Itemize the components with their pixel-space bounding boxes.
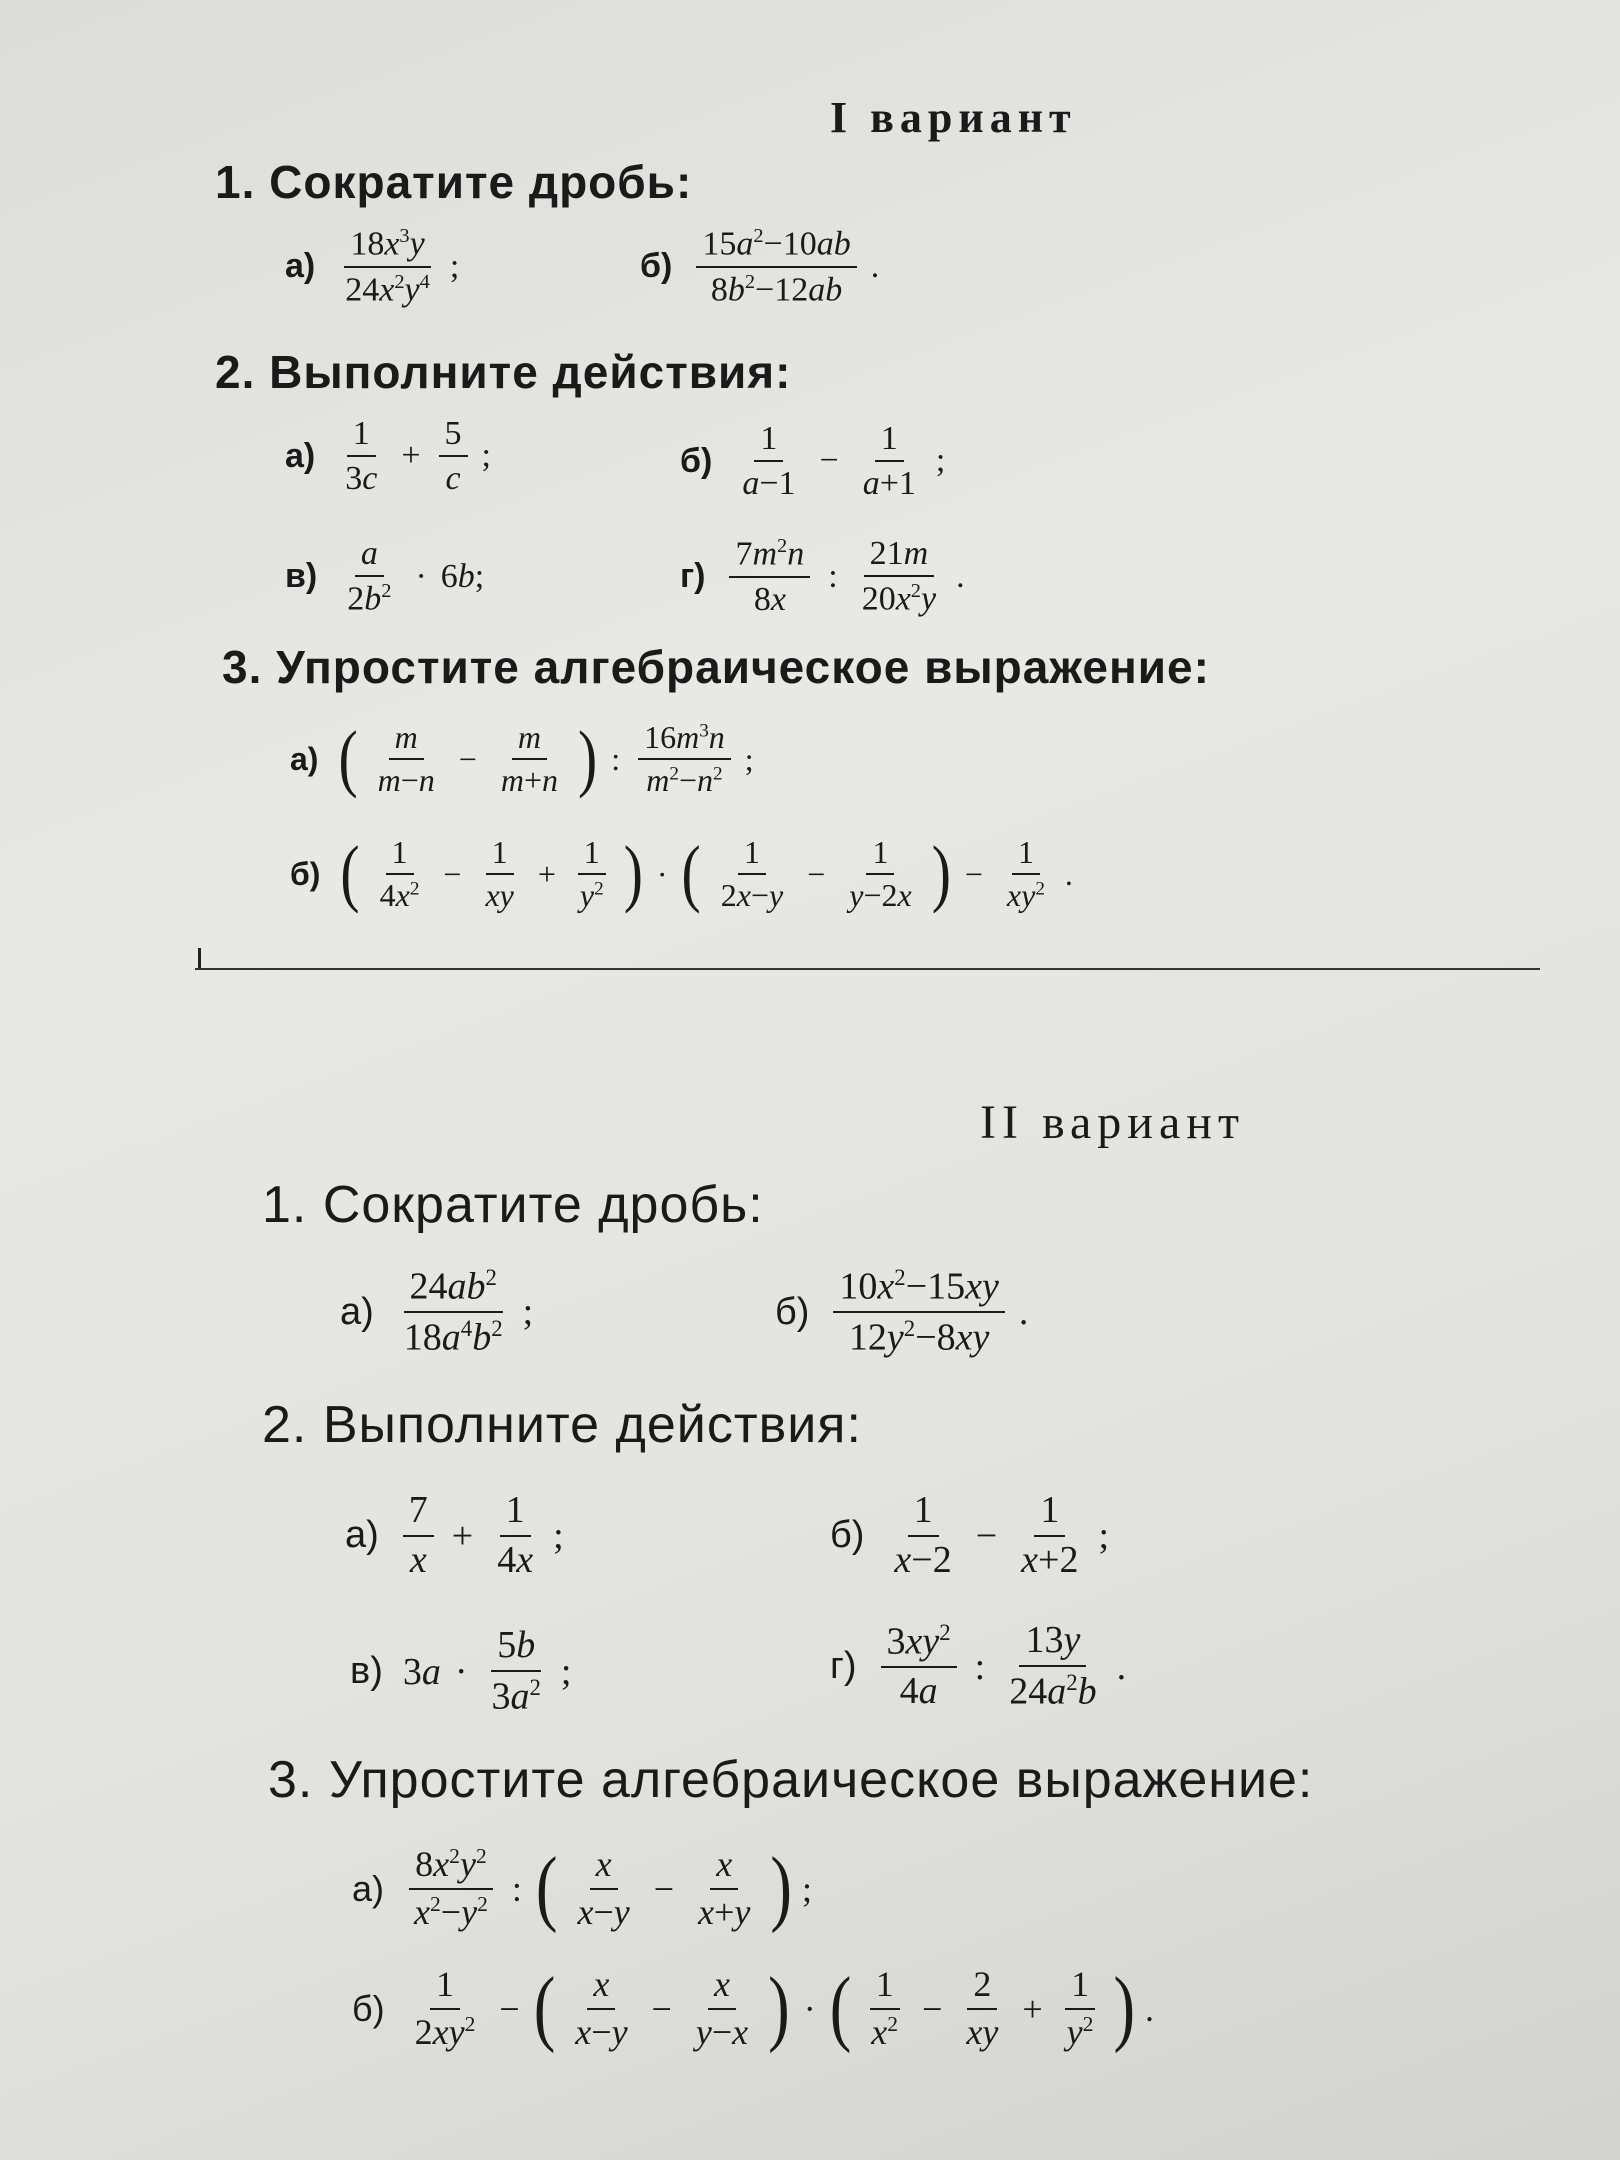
v1-task1-a: а) $\frac{18x^3y}{24x^2y^4}$ ; (285, 225, 460, 309)
fraction: $\frac{21m}{20x^2y}$ (861, 535, 937, 618)
divider-tick (198, 948, 201, 970)
fraction: $\frac{7}{x}$ (403, 1490, 434, 1582)
fraction: $\frac{8x^2y^2}{x^2-y^2}$ (408, 1845, 494, 1932)
v2-task1-a: а) $\frac{24ab^2}{18a^4b^2}$ ; (340, 1265, 534, 1360)
v2-task3-title: 3. Упростите алгебраическое выражение: (268, 1751, 1314, 1809)
v1-task2-v: в) $\frac{a}{2b^2}$ · 6b; (285, 535, 485, 618)
v1-task1-b: б) $\frac{15a^2-10ab}{8b^2-12ab}$ . (640, 225, 880, 309)
item-label: а) (285, 247, 316, 286)
fraction: $\frac{1}{x+2}$ (1021, 1489, 1079, 1581)
v1-task2-title: 2. Выполните действия: (215, 346, 792, 398)
fraction: $\frac{13y}{24a^2b}$ (1009, 1619, 1097, 1713)
variant-divider (195, 968, 1540, 970)
fraction: $\frac{18x^3y}{24x^2y^4}$ (345, 225, 430, 309)
v2-task1-title: 1. Сократите дробь: (262, 1176, 764, 1234)
v2-task2-a: а) $\frac{7}{x}$ + $\frac{1}{4x}$ ; (345, 1489, 564, 1581)
fraction: $\frac{x}{x-y}$ (577, 1844, 630, 1932)
item-label: г) (680, 557, 706, 596)
item-label: в) (350, 1650, 383, 1693)
fraction: $\frac{2}{xy}$ (966, 1964, 999, 2052)
v2-task2-b: б) $\frac{1}{x-2}$ − $\frac{1}{x+2}$ ; (830, 1489, 1110, 1581)
item-label: а) (345, 1514, 379, 1557)
v1-task3-b: б) ( $\frac{1}{4x^2}$ − $\frac{1}{xy}$ + $\frac{1}{y^2}$ ) · ( $\frac{1}{2x-y}$ − $\frac{1}{y-2x}$ ) − $\frac{1}{xy^2}$ . (290, 832, 1073, 915)
v1-task1-title: 1. Сократите дробь: (215, 156, 693, 208)
item-label: б) (352, 1987, 385, 2029)
item-label: б) (830, 1514, 865, 1557)
v2-task3-a: а) $\frac{8x^2y^2}{x^2-y^2}$ : ( $\frac{x}{x-y}$ − $\frac{x}{x+y}$ ) ; (352, 1841, 812, 1935)
item-label: а) (340, 1290, 374, 1333)
item-label: б) (775, 1290, 810, 1333)
fraction: $\frac{15a^2-10ab}{8b^2-12ab}$ (696, 225, 856, 308)
fraction: $\frac{1}{xy}$ (485, 834, 514, 914)
fraction: $\frac{1}{2x-y}$ (720, 834, 784, 914)
item-label: а) (290, 740, 319, 777)
fraction: $\frac{x}{y-x}$ (695, 1964, 749, 2052)
fraction: $\frac{5}{c}$ (439, 415, 468, 498)
v2-task2-g: г) $\frac{3xy^2}{4a}$ : $\frac{13y}{24a^2b}$ . (830, 1619, 1127, 1713)
fraction: $\frac{1}{3c}$ (345, 415, 378, 498)
v2-task2-title: 2. Выполните действия: (262, 1396, 862, 1454)
fraction: $\frac{1}{y-2x}$ (849, 834, 912, 914)
v1-task2-b: б) $\frac{1}{a-1}$ − $\frac{1}{a+1}$ ; (680, 420, 946, 503)
variant1-title: I вариант (830, 93, 1077, 142)
fraction: $\frac{5b}{3a^2}$ (491, 1624, 541, 1718)
item-label: б) (640, 247, 673, 286)
fraction: $\frac{1}{y^2}$ (574, 835, 610, 913)
fraction: $\frac{a}{2b^2}$ (347, 535, 392, 618)
v2-task1-b: б) $\frac{10x^2-15xy}{12y^2-8xy}$ . (775, 1265, 1029, 1360)
v1-task3-a: а) ( $\frac{m}{m-n}$ − $\frac{m}{m+n}$ ) : $\frac{16m^3n}{m^2-n^2}$ ; (290, 717, 754, 800)
fraction: $\frac{1}{x-2}$ (894, 1489, 952, 1581)
item-label: б) (290, 855, 321, 892)
fraction: $\frac{1}{4x^2}$ (379, 834, 420, 914)
fraction: $\frac{16m^3n}{m^2-n^2}$ (638, 720, 731, 798)
fraction: $\frac{1}{2xy^2}$ (414, 1964, 476, 2052)
fraction: $\frac{10x^2-15xy}{12y^2-8xy}$ (833, 1265, 1004, 1360)
v1-task2-a: а) $\frac{1}{3c}$ + $\frac{5}{c}$ ; (285, 415, 491, 498)
item-label: а) (352, 1867, 385, 1909)
fraction: $\frac{1}{xy^2}$ (1006, 834, 1045, 914)
fraction: $\frac{3xy^2}{4a}$ (881, 1620, 957, 1713)
v1-task2-g: г) $\frac{7m^2n}{8x}$ : $\frac{21m}{20x^2y}$ . (680, 535, 965, 618)
fraction: $\frac{1}{a-1}$ (742, 420, 796, 503)
v1-task3-title: 3. Упростите алгебраическое выражение: (222, 641, 1210, 693)
item-label: б) (680, 441, 713, 480)
variant2-title: II вариант (980, 1096, 1245, 1149)
fraction: $\frac{24ab^2}{18a^4b^2}$ (403, 1265, 503, 1360)
fraction: $\frac{m}{m-n}$ (377, 719, 435, 799)
fraction: $\frac{1}{4x}$ (497, 1489, 534, 1581)
fraction: $\frac{m}{m+n}$ (500, 719, 558, 799)
fraction: $\frac{x}{x+y}$ (698, 1844, 751, 1932)
item-label: в) (285, 557, 318, 596)
fraction: $\frac{1}{a+1}$ (862, 420, 916, 503)
fraction: $\frac{1}{x^2}$ (871, 1964, 899, 2052)
v2-task2-v: в) 3a · $\frac{5b}{3a^2}$ ; (350, 1624, 572, 1718)
fraction: $\frac{7m^2n}{8x}$ (729, 535, 810, 618)
v2-task3-b: б) $\frac{1}{2xy^2}$ − ( $\frac{x}{x-y}$ − $\frac{x}{y-x}$ ) · ( $\frac{1}{x^2}$ − $\frac{2}{xy}$ + $\frac{1}{y^2}$ ) . (352, 1961, 1155, 2055)
fraction: $\frac{x}{x-y}$ (575, 1964, 628, 2052)
item-label: г) (830, 1645, 857, 1688)
fraction: $\frac{1}{y^2}$ (1066, 1964, 1094, 2052)
item-label: а) (285, 436, 316, 475)
